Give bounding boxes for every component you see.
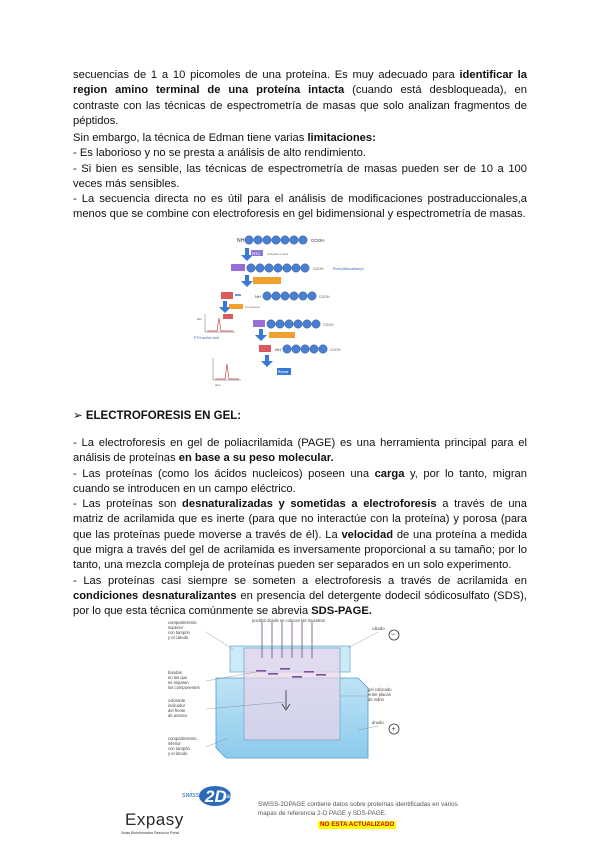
svg-text:ánodo: ánodo	[372, 720, 384, 725]
svg-text:entre placas: entre placas	[368, 692, 391, 697]
limitation-item: - Es laborioso y no se presta a análisis de alto rendimiento.	[73, 147, 366, 160]
chromatogram-2	[213, 358, 241, 380]
paragraph-edman-intro: secuencias de 1 a 10 picomoles de una proteína. Es muy adecuado para identificar la region amino terminal de una proteína intacta (cuando está desbloqueada), en contraste con las técnicas de espectrometría de masas que solo analizan fragmentos de péptidos.	[73, 69, 527, 127]
nh-label: NH	[237, 238, 245, 244]
paragraph-electroforesis: - La electroforesis en gel de poliacrilamida (PAGE) es una herramienta principal para el análisis de proteínas en base a su peso molecular. - Las proteínas (como los ácidos nucleicos) poseen una carga y, por lo tanto, migran cuando se introducen en un campo eléctrico. - Las proteínas son desnaturalizadas y sometidas a electroforesis a través de una matriz de acrilamida que es inerte (para que no interactúe con la proteína) y porosa (para que las proteínas puede moverse a través de él). La velocidad de una proteína a medida que migra a través del gel de acrilamida es inversamente proporcional a su tamaño; por lo tanto, una mezcla compleja de proteínas pueden ser separados en un solo experimento. - Las proteínas casi siempre se someten a electroforesis a través de acrilamida en condiciones desnaturalizantes en presencia del detergente dodecil sódicosulfato (SDS), por lo que esta técnica comúnmente se abrevia SDS-PAGE.	[73, 437, 527, 618]
acid-box	[253, 277, 281, 284]
peptide-chain-5	[283, 345, 327, 353]
svg-text:compartimiento: compartimiento	[168, 620, 197, 625]
svg-text:abs: abs	[197, 317, 202, 321]
limitation-item: - La secuencia directa no es útil para el análisis de modificaciones postraduccionales,a menos que se combine con electroforesis en gel bidimensional y espectrometría de masas.	[73, 193, 527, 221]
svg-text:cátodo: cátodo	[372, 626, 385, 631]
arrow-down-icon	[255, 329, 267, 341]
svg-text:COOH: COOH	[313, 267, 324, 271]
svg-text:de avance: de avance	[168, 713, 188, 718]
svg-text:del frente: del frente	[168, 708, 186, 713]
expasy-tagline: Swiss Bioinformatics Resource Portal	[121, 831, 180, 835]
svg-text:page: page	[223, 794, 237, 800]
svg-text:con tampón: con tampón	[168, 630, 190, 635]
thiazolinone-tag	[221, 292, 233, 299]
svg-text:los componentes: los componentes	[168, 685, 200, 690]
footer-note: SWISS-2DPAGE contiene datos sobre proteínas identificadas en varios mapas de referencia 2-D PAGE y SDS-PAGE.	[258, 801, 458, 817]
svg-text:gel colocado: gel colocado	[368, 687, 392, 692]
peptide-chain-4	[267, 320, 320, 328]
svg-text:inferior: inferior	[168, 741, 181, 746]
peptide-chain-2	[247, 264, 309, 272]
svg-text:colorante: colorante	[168, 698, 186, 703]
svg-text:COOH: COOH	[323, 323, 334, 327]
svg-text:Repeat: Repeat	[278, 370, 289, 374]
peptide-chain-1	[245, 236, 307, 244]
svg-text:y el cátodo: y el cátodo	[168, 635, 189, 640]
svg-text:time: time	[215, 383, 221, 387]
arrow-down-icon	[241, 275, 253, 287]
svg-text:Anhydrous acid: Anhydrous acid	[267, 252, 288, 256]
svg-text:de vidrio: de vidrio	[368, 697, 384, 702]
cooh-label: COOH	[311, 238, 325, 243]
svg-text:con tampón: con tampón	[168, 746, 190, 751]
svg-text:pocillos donde se colocan las: pocillos donde se colocan las muestras	[252, 618, 325, 623]
svg-text:swiss: swiss	[182, 792, 200, 799]
svg-text:PITC: PITC	[252, 252, 260, 256]
svg-text:2D: 2D	[205, 787, 227, 806]
svg-text:Conversion: Conversion	[245, 305, 261, 309]
sds-page-apparatus-figure	[168, 618, 424, 780]
paragraph-limitations: Sin embargo, la técnica de Edman tiene varias limitaciones: - Es laborioso y no se presta a análisis de alto rendimiento. - Si bien es sensible, las técnicas de espectrometría de masas pueden ser de 10 a 100 veces más sensibles. - La secuencia directa no es útil para el análisis de modificaciones postraduccionales,a menos que se combine con electroforesis en gel bidimensional y espectrometría de masas.	[73, 131, 527, 223]
section-heading-electroforesis: ➢ ELECTROFORESIS EN GEL:	[73, 410, 242, 422]
svg-text:bandas: bandas	[168, 670, 182, 675]
svg-text:superior: superior	[168, 625, 184, 630]
outdated-highlight: NO ESTA ACTUALIZADO	[320, 821, 395, 828]
svg-text:COOH: COOH	[319, 295, 330, 299]
svg-text:indicador: indicador	[168, 703, 185, 708]
gel-plate	[244, 648, 340, 740]
svg-text:−: −	[391, 632, 396, 639]
edman-degradation-figure	[185, 228, 385, 388]
arrow-down-icon	[261, 355, 273, 367]
svg-text:compartimiento: compartimiento	[168, 736, 197, 741]
svg-text:COOH: COOH	[330, 348, 341, 352]
svg-text:Phenylthiocarbamyl: Phenylthiocarbamyl	[333, 267, 364, 271]
ptc-tag	[231, 264, 245, 271]
expasy-logo: Expasy	[125, 810, 184, 829]
svg-text:NH: NH	[275, 347, 281, 352]
svg-text:en las que: en las que	[168, 675, 188, 680]
svg-text:NH: NH	[255, 294, 261, 299]
svg-text:se separan: se separan	[168, 680, 189, 685]
limitation-item: - Si bien es sensible, las técnicas de espectrometría de masas pueden ser de 10 a 100 veces más sensibles.	[73, 162, 527, 190]
swiss-2dpage-logo	[179, 780, 241, 810]
peptide-chain-3	[263, 292, 316, 300]
svg-text:+: +	[391, 726, 396, 733]
svg-text:y el ánodo: y el ánodo	[168, 751, 188, 756]
svg-text:PTH-amino acid: PTH-amino acid	[194, 336, 220, 340]
